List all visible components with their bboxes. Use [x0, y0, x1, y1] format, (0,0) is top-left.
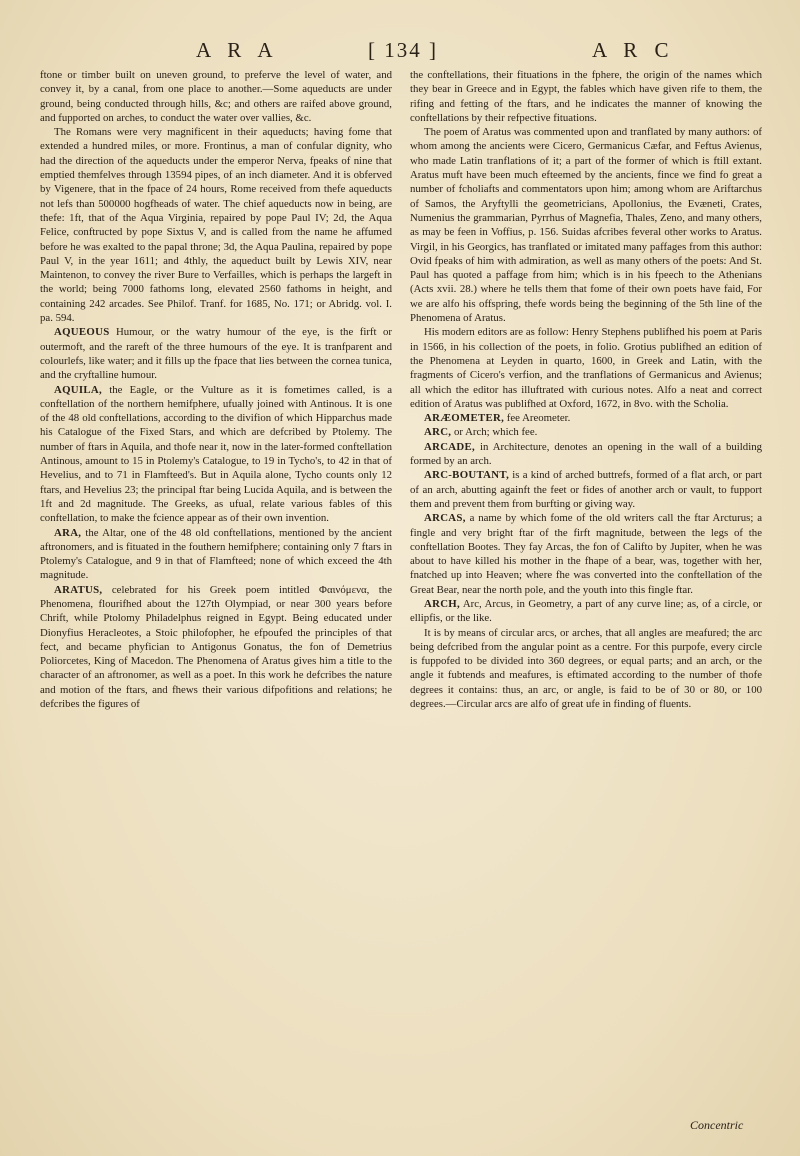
right-column: [410, 68, 762, 711]
entry-paragraph: [410, 597, 762, 626]
entry-paragraph: [410, 411, 762, 425]
catchword: Concentric: [690, 1118, 744, 1132]
entry-term: ARA,: [54, 526, 82, 539]
entry-paragraph: [410, 511, 762, 597]
entry-text: His modern editors are as follow: Henry Stephens publifhed his poem at Paris in 1566, in his collection of the poets, in folio. Grotius publifhed an edition of the Phenomena at Leyden in quarto, 1600, in Greek and Latin, with the fragments of Cicero's verfion, and the tranflations of Germanicus and Avienus; all which the editor has illuftrated with curious notes. Alfo a neat and correct edition of Aratus was publifhed at Oxford, 1672, in 8vo. with the Scholia.: [410, 326, 762, 410]
entry-term: ARCH,: [424, 597, 460, 610]
entry-term: ARC,: [424, 426, 452, 439]
entry-text: the Altar, one of the 48 old conftellations, mentioned by the ancient aftronomers, and is fituated in the fouthern hemifphere; containing only 7 ftars in Ptolemy's Catalogue, and 9 in that of Flamfteed; none of which exceed the 4th magnitude.: [40, 526, 392, 582]
entry-text: in Architecture, denotes an opening in the wall of a building formed by an arch.: [410, 440, 762, 468]
entry-paragraph: [410, 325, 762, 411]
entry-paragraph: [40, 325, 392, 382]
entry-text: is a kind of arched buttrefs, formed of a flat arch, or part of an arch, abutting againft the feet or fides of another arch or vault, to fupport them and prevent them from burfting or giving way.: [410, 469, 762, 510]
entry-term: AQUILA,: [54, 383, 102, 396]
entry-text: Arc, Arcus, in Geometry, a part of any curve line; as, of a circle, or ellipfis, or the like.: [410, 597, 762, 625]
entry-term: ARÆOMETER,: [424, 412, 505, 425]
entry-term: ARCAS,: [424, 512, 466, 525]
entry-paragraph: [410, 68, 762, 125]
entry-term: ARC-BOUTANT,: [424, 469, 510, 482]
header-right-heading: A R C: [592, 38, 675, 62]
entry-paragraph: [40, 125, 392, 325]
entry-paragraph: [40, 526, 392, 583]
entry-text: a name by which fome of the old writers call the ftar Arcturus; a fingle and very bright ftar of the firft magnitude, between the legs of the conftellation Bootes. They fay Arcas, the fon of Califto by Jupiter, when he was about to have killed his mother in the fhape of a bear, was, together with her, fnatched up into Heaven; where fhe was converted into the conftellation of the Great Bear, near the north pole, and the youth into this fingle ftar.: [410, 512, 762, 596]
entry-term: ARATUS,: [54, 583, 103, 596]
entry-term: ARCADE,: [424, 440, 475, 453]
entry-text: the conftellations, their fituations in the fphere, the origin of the names which they bear in Greece and in Egypt, the fables which have given rife to them, the rifing and fetting of the ftars, and he indicates the manner of knowing the conftellations by their refpective fituations.: [410, 69, 762, 124]
entry-text: The Romans were very magnificent in their aqueducts; having fome that extended a hundred miles, or more. Frontinus, a man of confular dignity, who had the direction of the aqueducts under the emperor Nerva, fpeaks of nine that emptied themfelves through 13594 pipes, of an inch diameter. And it is obferved by Vigenere, that in the fpace of 24 hours, Rome received from thefe aqueducts not lefs than 500000 hogfheads of water. The chief aqueducts now in being, are thefe: 1ft, that of the Aqua Virginia, repaired by pope Paul IV; 2d, the Aqua Felice, conftructed by pope Sixtus V, and is called from the name he affumed before he was exalted to the papal throne; 3d, the Aqua Paulina, repaired by pope Paul V, in the year 1611; and 4thly, the aqueduct built by Lewis XIV, near Maintenon, to convey the river Bure to Verfailles, which is perhaps the largeft in the world; being 7000 fathoms long, elevated 2560 fathoms in height, and containing 242 arcades. See Philof. Tranf. for 1685, No. 171; or Abridg. vol. I. pa. 594.: [40, 126, 392, 325]
left-column: [40, 68, 392, 711]
entry-paragraph: [410, 440, 762, 469]
entry-paragraph: [410, 125, 762, 325]
page-number: [ 134 ]: [368, 38, 438, 62]
entry-text: It is by means of circular arcs, or arches, that all angles are meafured; the arc being defcribed from the angular point as a centre. For this purpofe, every circle is fuppofed to be divided into 360 degrees, or equal parts; and an arch, or the angle it fubtends and meafures, is eftimated according to the number of thofe degrees it contains: thus, an arc, or angle, is faid to be of 30 or 80, or 100 degrees.—Circular arcs are alfo of great ufe in finding of fluents.: [410, 626, 762, 711]
header-left-heading: A R A: [196, 38, 279, 62]
entry-text: or Arch; which fee.: [451, 426, 538, 439]
entry-paragraph: [40, 583, 392, 712]
running-header: [0, 30, 800, 70]
entry-paragraph: [40, 383, 392, 526]
entry-text: ftone or timber built on uneven ground, to preferve the level of water, and convey it, by a canal, from one place to another.—Some aqueducts are under ground, being conducted through hills, &c; and others are raifed above ground, and fupported on arches, to conduct the water over vallies, &c.: [40, 69, 392, 124]
entry-term: AQUEOUS: [54, 326, 110, 339]
entry-text: celebrated for his Greek poem intitled Φαινόμενα, the Phenomena, flourifhed about the 127th Olympiad, or near 300 years before Chrift, while Ptolomy Philadelphus reigned in Egypt. Being educated under Dionyfius Heracleotes, a Stoic philofopher, he efpoufed the principles of that fect, and became phyfician to Antigonus Gonatus, the fon of Demetrius Poliorcetes, King of Macedon. The Phenomena of Aratus gives him a title to the character of an aftronomer, as well as a poet. In this work he defcribes the nature and motion of the ftars, and fhews their various difpofitions and relations; he defcribes the figures of: [40, 583, 392, 711]
entry-text: the Eagle, or the Vulture as it is fometimes called, is a conftellation of the northern hemifphere, ufually joined with Antinous. It is one of the 48 old conftellations, according to the divifion of which Hipparchus made his Catalogue of the Fixed Stars, and which are defcribed by Ptolemy. The number of ftars in Aquila, and thofe near it, now in the later-formed conftellation Antinous, amount to 15 in Ptolemy's Catalogue, to 19 in Tycho's, to 42 in that of Hevelius, and to 71 in Flamfteed's. But in Aquila alone, Tycho counts only 12 ftars, and Hevelius 23; the principal ftar being Lucida Aquila, and is between the 1ft and 2d magnitude. The Greeks, as ufual, relate various fables of this conftellation, to make the fcience appear as of their own invention.: [40, 383, 392, 525]
entry-paragraph: [410, 468, 762, 511]
entry-text: The poem of Aratus was commented upon and tranflated by many authors: of whom among the ancients were Cicero, Germanicus Cæfar, and Feftus Avienus, who made Latin tranflations of it; a part of the former of which is ftill extant. Aratus muft have been much efteemed by the ancients, fince we find fo great a number of fcholiafts and commentators upon him; among whom are Ariftarchus of Samos, the Aryftylli the geometricians, Apollonius, the Evæneti, Crates, Numenius the grammarian, Pyrrhus of Magnefia, Thales, Zeno, and many others, as may be feen in Voffius, p. 156. Suidas afcribes feveral other works to Aratus. Virgil, in his Georgics, has tranflated or imitated many paffages from this author: Ovid fpeaks of him with admiration, as well as many others of the poets: And St. Paul has quoted a paffage from him; which is in his fpeech to the Athenians (Acts xvii. 28.) where he tells them that fome of their own poets have faid, For we are alfo his offspring, thefe words being the beginning of the 5th line of the Phenomena of Aratus.: [410, 126, 762, 325]
entry-text: fee Areometer.: [504, 412, 571, 425]
entry-paragraph: [410, 425, 762, 439]
entry-paragraph: [40, 68, 392, 125]
entry-text: Humour, or the watry humour of the eye, is the firft or outermoft, and the rareft of the three humours of the eye. It is tranfparent and colourlefs, like water; and it fills up the fpace that lies between the cornea tunica, and the cryftalline humour.: [40, 326, 392, 382]
entry-paragraph: [410, 626, 762, 712]
